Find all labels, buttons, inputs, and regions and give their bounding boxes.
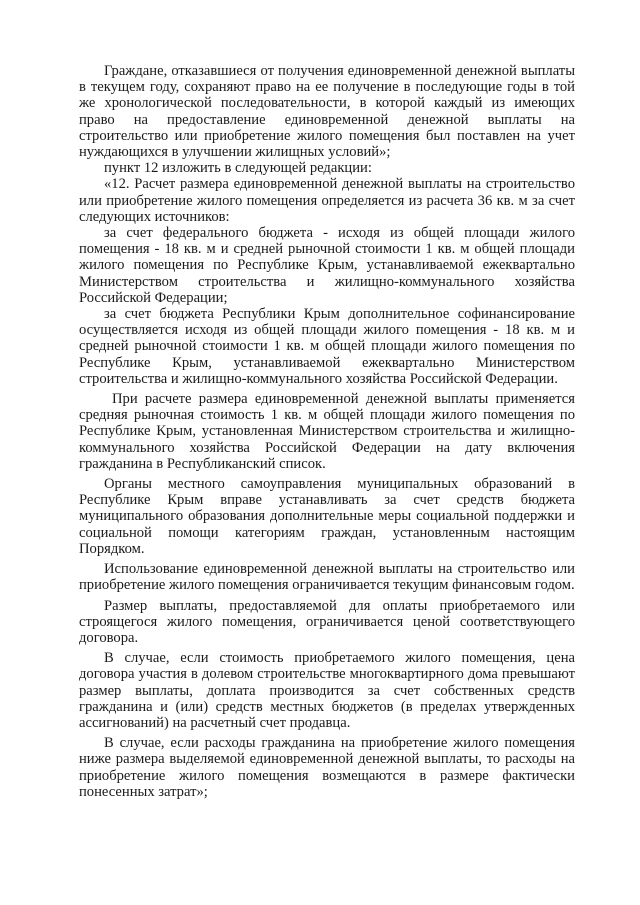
paragraph: Использование единовременной денежной выплаты на строительство или приобретение жилого помещения ограничивается текущим финансовым годом. [79,561,575,594]
paragraph: В случае, если расходы гражданина на приобретение жилого помещения ниже размера выделяемой единовременной денежной выплаты, то расходы на приобретение жилого помещения возмещаются в размере фактически понесенных затрат»; [79,735,575,800]
paragraph: пункт 12 изложить в следующей редакции: [104,160,372,177]
paragraph: Граждане, отказавшиеся от получения единовременной денежной выплаты в текущем году, сохраняют право на ее получение в последующие годы в той же хронологической последовательности, в которой каждый из имеющих право на предоставление единовременной денежной выплаты на строительство или приобретение жилого помещения был поставлен на учет нуждающихся в улучшении жилищных условий»; [79,63,575,161]
paragraph: При расчете размера единовременной денежной выплаты применяется средняя рыночная стоимость 1 кв. м общей площади жилого помещения по Республике Крым, установленная Министерством строительства и жилищно-коммунального хозяйства Российской Федерации на дату включения гражданина в Республиканский список. [79,391,575,472]
paragraph: «12. Расчет размера единовременной денежной выплаты на строительство или приобретение жилого помещения определяется из расчета 36 кв. м за счет следующих источников: [79,176,575,225]
paragraph: В случае, если стоимость приобретаемого жилого помещения, цена договора участия в долевом строительстве многоквартирного дома превышают размер выплаты, доплата производится за счет собственных средств гражданина и (или) средств местных бюджетов (в пределах утвержденных ассигнований) на расчетный счет продавца. [79,650,575,731]
document-body [79,63,575,800]
paragraph: Органы местного самоуправления муниципальных образований в Республике Крым вправе устанавливать за счет средств бюджета муниципального образования дополнительные меры социальной поддержки и социальной помощи категориям граждан, установленным настоящим Порядком. [79,476,575,557]
paragraph: за счет федерального бюджета - исходя из общей площади жилого помещения - 18 кв. м и средней рыночной стоимости 1 кв. м общей площади жилого помещения по Республике Крым, устанавливаемой ежеквартально Министерством строительства и жилищно-коммунального хозяйства Российской Федерации; [79,225,575,306]
paragraph: Размер выплаты, предоставляемой для оплаты приобретаемого или строящегося жилого помещения, ограничивается ценой соответствующего договора. [79,597,575,646]
paragraph: за счет бюджета Республики Крым дополнительное софинансирование осуществляется исходя из общей площади жилого помещения - 18 кв. м и средней рыночной стоимости 1 кв. м общей площади жилого помещения по Республике Крым, устанавливаемой ежеквартально Министерством строительства и жилищно-коммунального хозяйства Российской Федерации. [79,306,575,387]
